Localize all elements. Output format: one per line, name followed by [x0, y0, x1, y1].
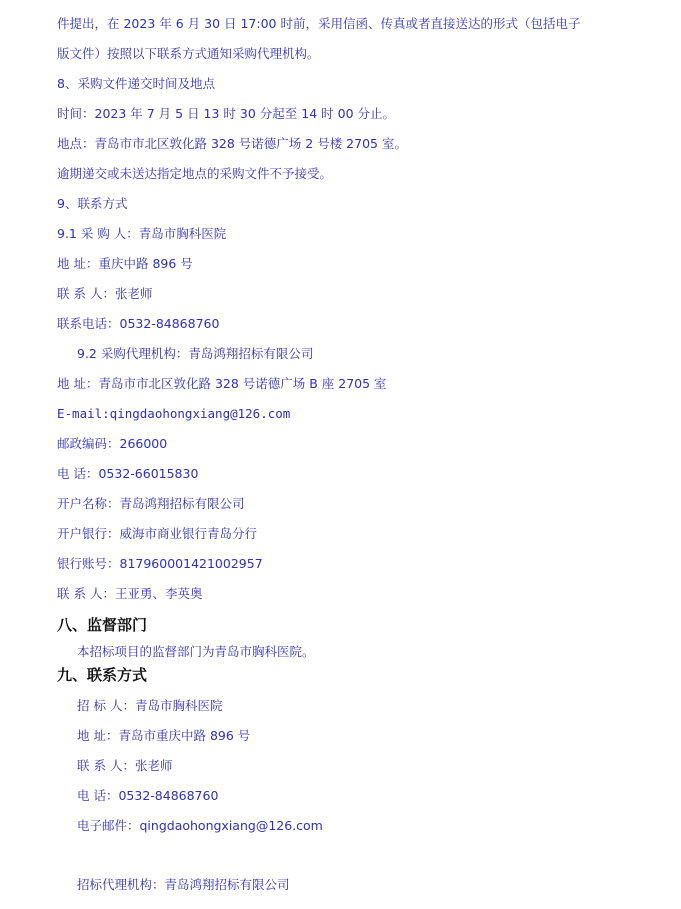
text-line: 地 址：重庆中路 896 号 [57, 256, 193, 271]
text-line: 逾期递交或未送达指定地点的采购文件不予接受。 [57, 166, 333, 181]
text-line: 地点：青岛市市北区敦化路 328 号诺德广场 2 号楼 2705 室。 [57, 136, 407, 151]
text-line: 件提出，在 2023 年 6 月 30 日 17:00 时前，采用信函、传真或者直接送达的形式（包括电子 [57, 16, 581, 31]
section-heading-9: 九、联系方式 [57, 666, 148, 684]
subsection-title: 9、联系方式 [57, 196, 128, 211]
text-line: 9.1 采 购 人：青岛市胸科医院 [57, 226, 227, 241]
text-line: 地 址：青岛市市北区敦化路 328 号诺德广场 B 座 2705 室 [57, 376, 387, 391]
text-line: 联系电话：0532-84868760 [57, 316, 220, 331]
contact-item: 招标代理机构：青岛鸿翔招标有限公司 [77, 877, 290, 892]
contact-item: 电子邮件：qingdaohongxiang@126.com [77, 818, 323, 833]
text-line: 开户银行：威海市商业银行青岛分行 [57, 526, 258, 541]
text-line: 邮政编码：266000 [57, 436, 168, 451]
section-body: 本招标项目的监督部门为青岛市胸科医院。 [77, 644, 315, 659]
text-line: 联 系 人：王亚勇、李英奥 [57, 586, 203, 601]
contact-item: 联 系 人：张老师 [77, 758, 173, 773]
contact-item: 电 话：0532-84868760 [77, 788, 219, 803]
text-line: 9.2 采购代理机构：青岛鸿翔招标有限公司 [77, 346, 314, 361]
text-line: 联 系 人：张老师 [57, 286, 153, 301]
contact-item: 招 标 人：青岛市胸科医院 [77, 698, 223, 713]
section-heading-8: 八、监督部门 [57, 616, 148, 634]
text-line: 电 话：0532-66015830 [57, 466, 199, 481]
subsection-title: 8、采购文件递交时间及地点 [57, 76, 215, 91]
text-line: 版文件）按照以下联系方式通知采购代理机构。 [57, 46, 320, 61]
text-line: 时间：2023 年 7 月 5 日 13 时 30 分起至 14 时 00 分止。 [57, 106, 395, 121]
text-line: 开户名称：青岛鸿翔招标有限公司 [57, 496, 245, 511]
text-line: 银行账号：817960001421002957 [57, 556, 263, 571]
contact-item: 地 址：青岛市重庆中路 896 号 [77, 728, 251, 743]
email-text: E-mail:qingdaohongxiang@126.com [57, 406, 291, 421]
